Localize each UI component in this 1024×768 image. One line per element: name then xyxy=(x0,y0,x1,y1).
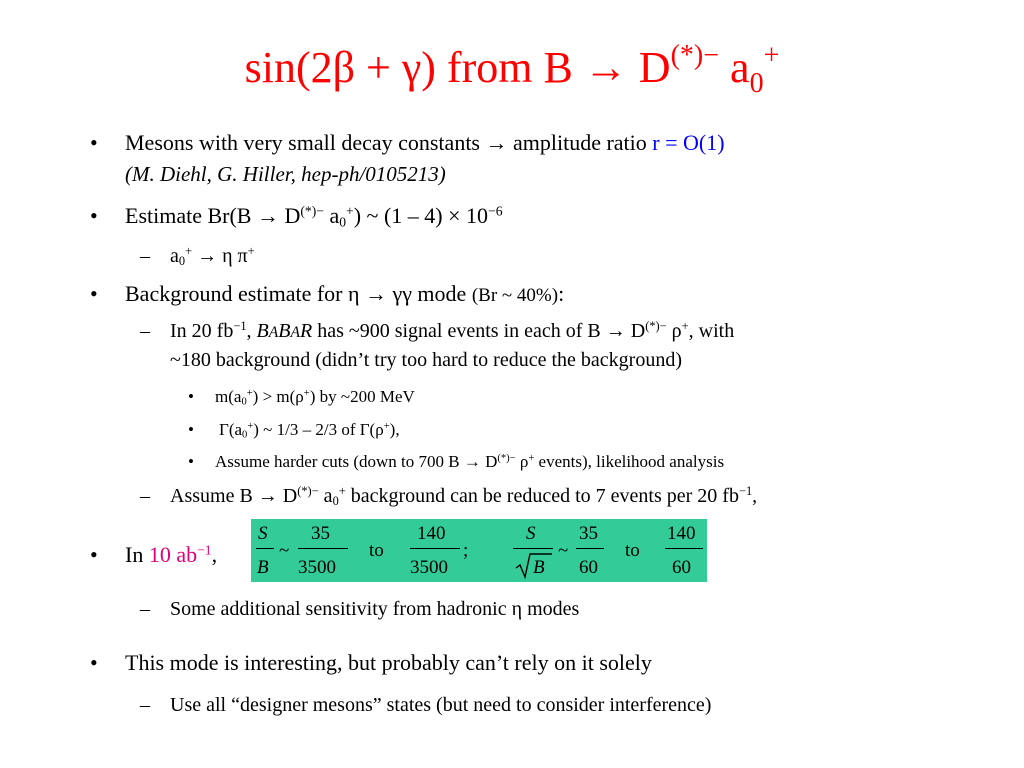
formula-denominator: 3500 xyxy=(410,557,448,578)
width-comparison-line: $\Gamma(a_0^+)$ ~ 1/3 – 2/3 of Γ(ρ+), xyxy=(219,420,400,441)
background-count-line: ~180 background (didn’t try too hard to reduce the background) xyxy=(170,349,682,371)
bullet-marker: • xyxy=(188,420,194,439)
mass-comparison-line: $m(a_0^+) > m(\rho^+)$ by ~200 MeV xyxy=(215,387,415,408)
bullet-background-estimate: Background estimate for η → γγ mode (Br ~ 40%): xyxy=(125,281,565,306)
formula-numerator: 35 xyxy=(311,523,330,544)
bullet-10-ab: In 10 $ab^{-1}$, xyxy=(125,542,218,567)
formula-tilde: ~ xyxy=(279,540,290,561)
babar-logo-text: BABAR xyxy=(256,320,313,342)
formula-b: B xyxy=(533,557,545,578)
amplitude-ratio-highlight: r = O(1) xyxy=(652,130,725,155)
formula-numerator: 35 xyxy=(579,523,598,544)
signal-events-line: In 20 $fb^{-1}$, BABAR has ~900 signal events in each of B → D(*)− ρ+, with xyxy=(170,319,735,342)
reference-citation: (M. Diehl, G. Hiller, hep-ph/0105213) xyxy=(125,162,446,186)
bullet-marker: • xyxy=(90,281,98,306)
bullet-marker: • xyxy=(90,203,98,228)
bullet-marker: • xyxy=(90,130,98,155)
dash-marker: – xyxy=(140,598,150,620)
formula-denominator: 3500 xyxy=(298,557,336,578)
bullet-decay-constants: Mesons with very small decay constants → amplitude ratio r = O(1) xyxy=(125,130,725,155)
formula-numerator: 140 xyxy=(667,523,696,544)
formula-s: S xyxy=(526,523,536,544)
formula-s: S xyxy=(258,523,268,544)
bullet-marker: • xyxy=(90,650,98,675)
assume-background-line: Assume B → D(*)− $a_0^+$ background can be reduced to 7 events per 20 $fb^{-1}$, xyxy=(170,484,758,509)
bullet-marker: • xyxy=(90,542,98,567)
bullet-marker: • xyxy=(188,387,194,406)
decay-a0-eta-pi: $a_0^+ \to \eta$ π+ xyxy=(170,244,255,269)
dash-marker: – xyxy=(140,245,150,267)
harder-cuts-line: Assume harder cuts (down to 700 B → D(*)− ρ+ events), likelihood analysis xyxy=(215,452,725,471)
bullet-marker: • xyxy=(188,452,194,471)
formula-denominator: 60 xyxy=(672,557,691,578)
formula-to: to xyxy=(625,540,640,561)
dash-marker: – xyxy=(140,694,150,716)
formula-denominator: 60 xyxy=(579,557,598,578)
luminosity-highlight: 10 $ab^{-1}$ xyxy=(148,542,212,567)
formula-b: B xyxy=(257,557,269,578)
hadronic-sensitivity-line: Some additional sensitivity from hadronic η modes xyxy=(170,598,580,620)
bullet-estimate-br: Estimate Br(B → D(*)− $a_0^+$) ~ $(1 - 4) \times 10^{-6}$ xyxy=(125,203,503,230)
bullet-interesting-mode: This mode is interesting, but probably can’t rely on it solely xyxy=(125,650,652,675)
dash-marker: – xyxy=(140,485,150,507)
formula-tilde: ~ xyxy=(558,540,569,561)
designer-mesons-line: Use all “designer mesons” states (but need to consider interference) xyxy=(170,694,712,716)
formula-semicolon: ; xyxy=(463,540,469,561)
significance-formula xyxy=(251,519,707,582)
dash-marker: – xyxy=(140,320,150,342)
formula-to: to xyxy=(369,540,384,561)
formula-numerator: 140 xyxy=(417,523,446,544)
slide-title: sin(2β + γ) from B → D(*)− $a_0^+$ xyxy=(244,40,780,99)
